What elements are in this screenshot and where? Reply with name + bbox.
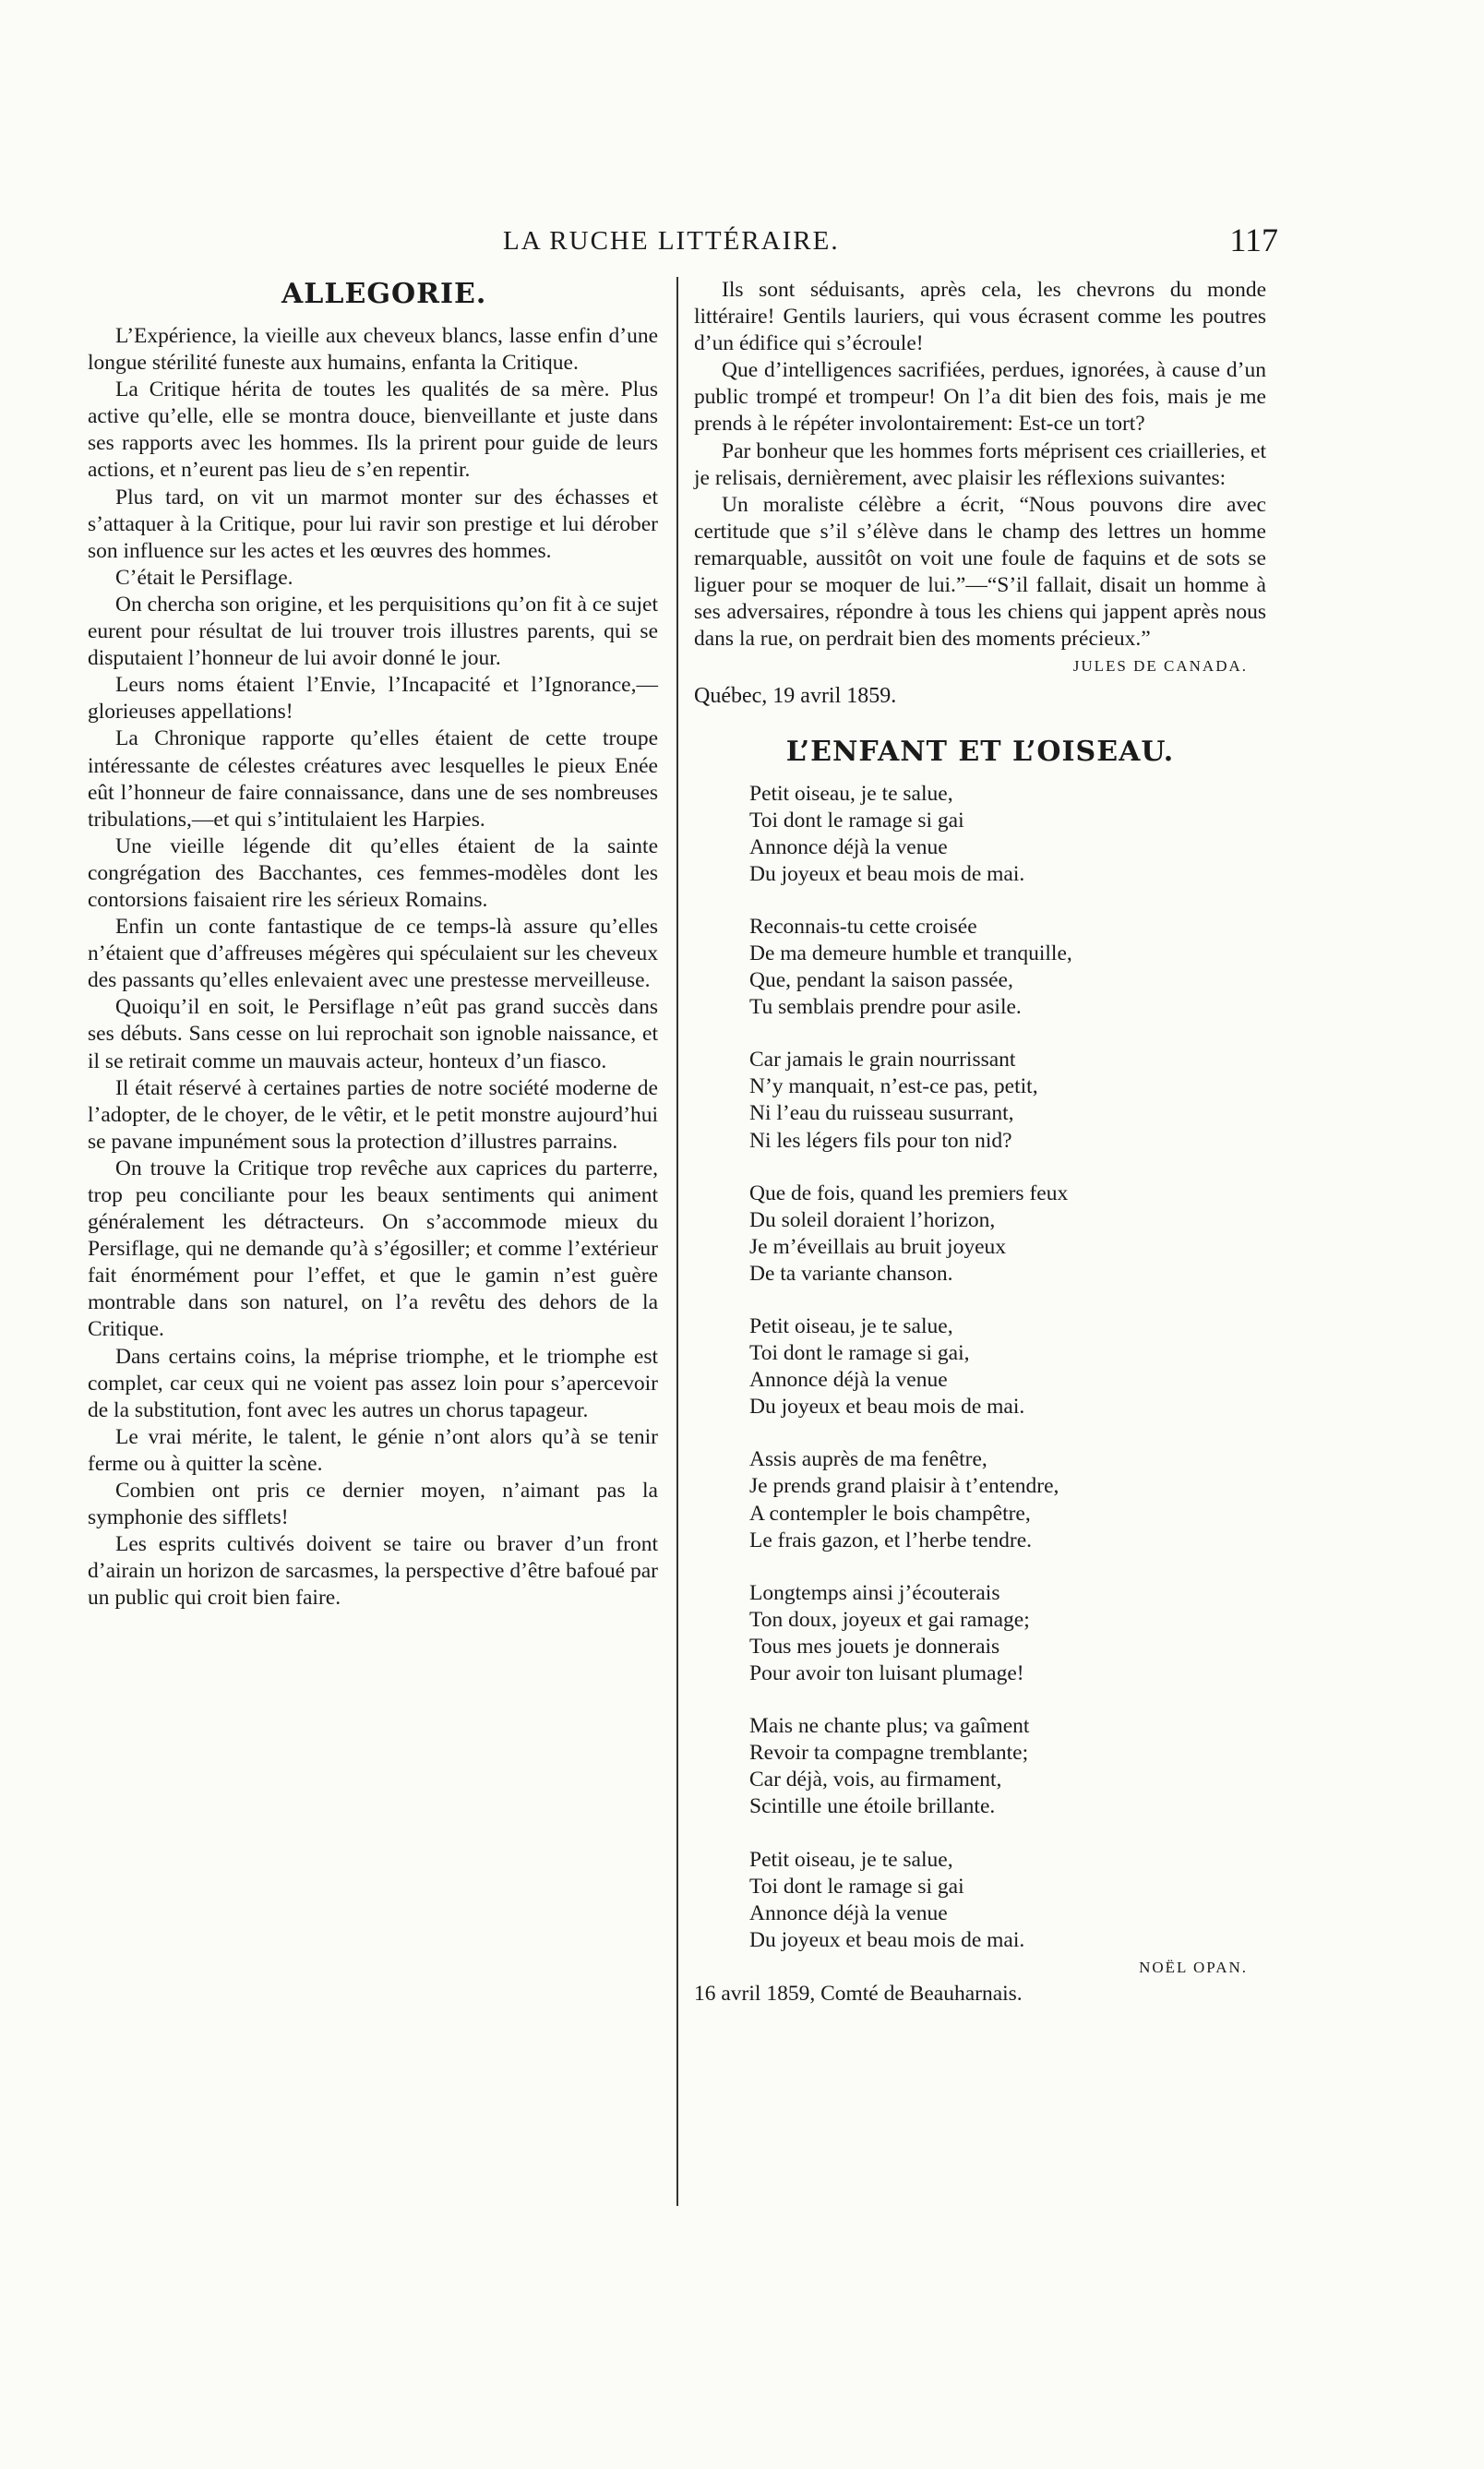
poem-line: Assis auprès de ma fenêtre, xyxy=(749,1447,987,1472)
poem-line: Je m’éveillais au bruit joyeux xyxy=(749,1234,1007,1259)
author-signature: JULES DE CANADA. xyxy=(1072,657,1248,676)
paragraph: La Critique hérita de toutes les qualités de sa mère. Plus active qu’elle, elle se montra douce, bienveillante et juste dans ses rapports avec les hommes. Ils la prirent pour guide de leurs actions, et n’eurent pas lieu de s’en repentir. xyxy=(88,378,658,483)
paragraph: L’Expérience, la vieille aux cheveux blancs, lasse enfin d’une longue stérilité funeste aux humains, enfanta la Critique. xyxy=(88,324,658,376)
poem-line: Petit oiseau, je te salue, xyxy=(749,1314,953,1338)
stanza xyxy=(749,1713,1266,1820)
paragraph: Ils sont séduisants, après cela, les chevrons du monde littéraire! Gentils lauriers, qui vous écrasent comme les poutres d’un édifice qui s’écroule! xyxy=(694,278,1266,356)
poem-line: Tu semblais prendre pour asile. xyxy=(749,995,1022,1020)
poem-line: Longtemps ainsi j’écouterais xyxy=(749,1580,1000,1605)
poem-line: N’y manquait, n’est-ce pas, petit, xyxy=(749,1074,1038,1099)
poem-line: Revoir ta compagne tremblante; xyxy=(749,1741,1029,1766)
poem xyxy=(749,781,1266,1954)
poem-line: Annonce déjà la venue xyxy=(749,834,948,859)
stanza xyxy=(749,1181,1266,1288)
paragraph: Une vieille légende dit qu’elles étaient de la sainte congrégation des Bacchantes, ces femmes-modèles dont les contorsions faisaient rire les sérieux Romains. xyxy=(88,833,658,912)
paragraph: On chercha son origine, et les perquisitions qu’on fit à ce sujet eurent pour résultat de lui trouver trois illustres parents, qui se disputaient l’honneur de lui avoir donné le jour. xyxy=(88,592,658,671)
poet-signature: NOËL OPAN. xyxy=(1139,1958,1248,1976)
stanza xyxy=(749,1847,1266,1954)
poem-line: Toi dont le ramage si gai xyxy=(749,1874,964,1899)
poem-line: Que, pendant la saison passée, xyxy=(749,968,1013,993)
poem-line: Toi dont le ramage si gai, xyxy=(749,1341,970,1366)
paragraph: Quoiqu’il en soit, le Persiflage n’eût pas grand succès dans ses débuts. Sans cesse on lui reprochait son ignoble naissance, et il se retirait comme un mauvais acteur, honteux d’un fiasco. xyxy=(88,995,658,1073)
right-column xyxy=(694,277,1266,2008)
paragraph: Enfin un conte fantastique de ce temps-là assure qu’elles n’étaient que d’affreuses mégères qui spéculaient sur les cheveux des passants qu’elles enlevaient avec une prestesse merveilleuse. xyxy=(88,915,658,993)
poem-line: Tous mes jouets je donnerais xyxy=(749,1634,1000,1659)
poem-line: Ni les légers fils pour ton nid? xyxy=(749,1128,1012,1153)
poem-line: Je prends grand plaisir à t’entendre, xyxy=(749,1474,1059,1499)
paragraph: La Chronique rapporte qu’elles étaient de cette troupe intéressante de célestes créatures avec lesquelles le pieux Enée eût l’honneur de faire connaissance, dans une de ses nombreuses tribulations,—et qui s’intitulaient les Harpies. xyxy=(88,726,658,832)
poem-line: Le frais gazon, et l’herbe tendre. xyxy=(749,1528,1032,1552)
paragraph: Un moraliste célèbre a écrit, “Nous pouvons dire avec certitude que s’il s’élève dans le champ des lettres un homme remarquable, aussitôt on voit une foule de faquins et de sots se liguer pour se moquer de lui.”—“S’il fallait, disait un homme à ses adversaires, répondre à tous les chiens qui jappent après nous dans la rue, on perdrait bien des moments précieux.” xyxy=(694,492,1266,652)
poem-line: Que de fois, quand les premiers feux xyxy=(749,1181,1069,1205)
poem-line: Ni l’eau du ruisseau susurrant, xyxy=(749,1101,1014,1126)
poem-line: Du joyeux et beau mois de mai. xyxy=(749,1395,1025,1420)
paragraph: Plus tard, on vit un marmot monter sur des échasses et s’attaquer à la Critique, pour lui ravir son prestige et lui dérober son influence sur les actes et les œuvres des hommes. xyxy=(88,485,658,563)
dateline: Québec, 19 avril 1859. xyxy=(694,684,897,709)
column-divider xyxy=(676,277,678,2206)
paragraph: On trouve la Critique trop revêche aux caprices du parterre, trop peu conciliante pour les beaux sentiments qui animent généralement les détracteurs. On s’accommode mieux du Persiflage, qui ne demande qu’à s’égosiller; et comme l’extérieur fait énormément pour l’effet, et que le gamin n’est guère montrable dans son naturel, on l’a revêtu des dehors de la Critique. xyxy=(88,1156,658,1342)
stanza xyxy=(749,1446,1266,1553)
poem-line: Petit oiseau, je te salue, xyxy=(749,1847,953,1872)
poem-line: Car déjà, vois, au firmament, xyxy=(749,1768,1002,1792)
paragraph: Que d’intelligences sacrifiées, perdues, ignorées, à cause d’un public trompé et trompeur! On l’a dit bien des fois, mais je me prends à le répéter involontairement: Est-ce un tort? xyxy=(694,358,1266,437)
paragraph: Par bonheur que les hommes forts méprisent ces criailleries, et je relisais, dernièrement, avec plaisir les réflexions suivantes: xyxy=(694,438,1266,490)
paragraph: Combien ont pris ce dernier moyen, n’aimant pas la symphonie des sifflets! xyxy=(88,1479,658,1530)
poem-line: Petit oiseau, je te salue, xyxy=(749,781,953,806)
paragraph: Il était réservé à certaines parties de notre société moderne de l’adopter, de le choyer, de le vêtir, et le petit monstre aujourd’hui se pavane impunément sous la protection d’illustres parrains. xyxy=(88,1075,658,1154)
paragraph: Le vrai mérite, le talent, le génie n’ont alors qu’à se tenir ferme ou à quitter la scène. xyxy=(88,1424,658,1476)
poem-line: A contempler le bois champêtre, xyxy=(749,1501,1031,1526)
paragraph: Leurs noms étaient l’Envie, l’Incapacité et l’Ignorance,—glorieuses appellations! xyxy=(88,673,658,725)
poem-line: Annonce déjà la venue xyxy=(749,1368,948,1393)
poem-dateline: 16 avril 1859, Comté de Beauharnais. xyxy=(694,1981,1023,2006)
stanza xyxy=(749,1580,1266,1687)
article-title: ALLEGORIE. xyxy=(281,278,487,310)
poem-line: Du joyeux et beau mois de mai. xyxy=(749,1927,1025,1952)
running-title: LA RUCHE LITTÉRAIRE. xyxy=(503,226,840,256)
poem-line: Mais ne chante plus; va gaîment xyxy=(749,1714,1030,1739)
poem-line: Toi dont le ramage si gai xyxy=(749,808,964,833)
left-column xyxy=(88,277,658,1612)
paragraph: C’était le Persiflage. xyxy=(115,565,293,590)
stanza xyxy=(749,781,1266,888)
page-header xyxy=(503,222,1278,265)
poem-line: Car jamais le grain nourrissant xyxy=(749,1048,1016,1073)
stanza xyxy=(749,914,1266,1021)
stanza xyxy=(749,1047,1266,1154)
poem-line: Du joyeux et beau mois de mai. xyxy=(749,861,1025,886)
stanza xyxy=(749,1313,1266,1420)
poem-line: Du soleil doraient l’horizon, xyxy=(749,1207,996,1232)
poem-title: L’ENFANT ET L’OISEAU. xyxy=(785,735,1175,768)
poem-line: Scintille une étoile brillante. xyxy=(749,1794,996,1819)
poem-line: Reconnais-tu cette croisée xyxy=(749,914,977,939)
paragraph: Les esprits cultivés doivent se taire ou braver d’un front d’airain un horizon de sarcasmes, la perspective d’être bafoué par un public qui croit bien faire. xyxy=(88,1532,658,1611)
poem-line: De ma demeure humble et tranquille, xyxy=(749,941,1072,965)
poem-line: Annonce déjà la venue xyxy=(749,1900,948,1925)
poem-line: Ton doux, joyeux et gai ramage; xyxy=(749,1607,1030,1632)
paragraph: Dans certains coins, la méprise triomphe, et le triomphe est complet, car ceux qui ne voient pas assez loin pour s’apercevoir de la substitution, font avec les autres un chorus tapageur. xyxy=(88,1344,658,1422)
page-number: 117 xyxy=(1229,222,1278,258)
poem-line: De ta variante chanson. xyxy=(749,1261,953,1286)
poem-line: Pour avoir ton luisant plumage! xyxy=(749,1661,1024,1686)
